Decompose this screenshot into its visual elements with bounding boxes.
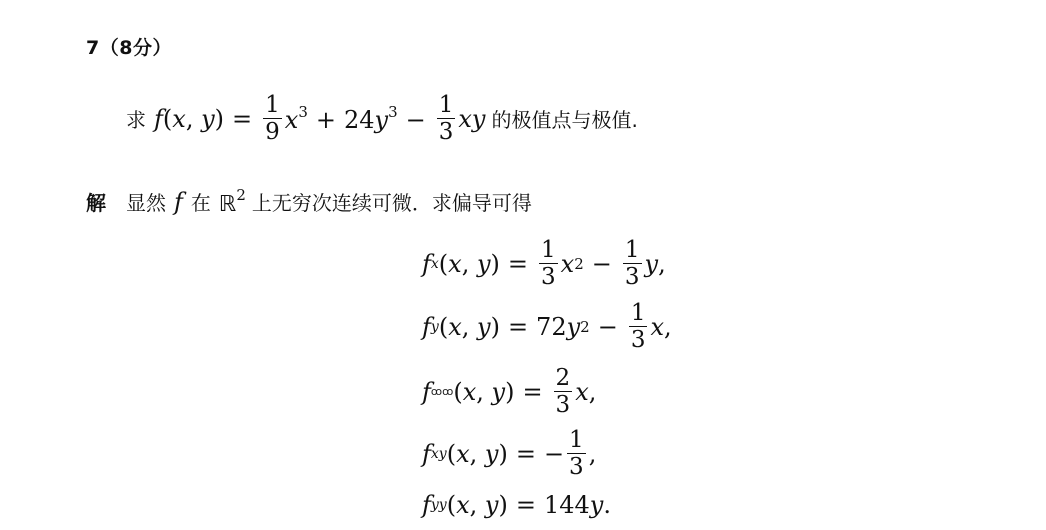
problem-prefix: 求 — [126, 108, 146, 132]
problem-xy-term: xy — [458, 104, 486, 133]
fxx-subscript: ꝏꝏ — [430, 385, 454, 398]
problem-suffix: 的极值点与极值. — [491, 108, 638, 132]
fxy-args: (x, y) — [446, 439, 508, 468]
fyy-coefficient: 144 — [543, 491, 590, 519]
fx-subscript: x — [430, 255, 439, 272]
fy-subscript: y — [430, 318, 439, 335]
fyy-args: (x, y) — [446, 491, 508, 519]
solution-label: 解 — [86, 191, 106, 215]
fxy-negative-sign: − — [543, 439, 565, 468]
solution-intro — [86, 186, 532, 217]
equation-fyy: f yy (x, y) = 144 y. — [422, 491, 611, 519]
equation-fx: f x (x, y) = $\frac{1}{3}$ x 2 − $\frac{1}{3}$ y, — [422, 237, 666, 290]
fxx-args: (x, y) — [453, 377, 515, 406]
solution-text-c: 上无穷次连续可微．求偏导可得 — [251, 191, 532, 215]
fy-args: (x, y) — [438, 312, 500, 341]
problem-number-heading: 7（8分） — [86, 37, 172, 59]
solution-f-symbol: f — [174, 187, 183, 216]
solution-text-a: 显然 — [126, 191, 166, 215]
fy-coefficient: 72 — [536, 312, 567, 341]
fraction-one-ninth: $\frac{1}{9}$ — [265, 92, 280, 145]
fx-args: (x, y) — [438, 249, 500, 278]
problem-expression: $x^3 + 24y^3$ − — [284, 103, 426, 134]
equation-fy: f y (x, y) = 72 y 2 − $\frac{1}{3}$ x, — [422, 300, 672, 353]
problem-function: f(x, y) = — [154, 104, 253, 133]
fxy-subscript: xy — [430, 445, 447, 462]
equation-fxy: f xy (x, y) = − $\frac{1}{3}$ , — [422, 427, 597, 480]
real-plane-symbol: ℝ$^2$ — [218, 186, 246, 217]
fyy-subscript: yy — [430, 497, 447, 513]
problem-statement — [126, 92, 638, 145]
solution-text-b: 在 — [190, 191, 211, 215]
equation-fxx: f ꝏꝏ (x, y) = $\frac{2}{3}$ x, — [422, 365, 597, 418]
fraction-one-third: $\frac{1}{3}$ — [438, 92, 454, 145]
